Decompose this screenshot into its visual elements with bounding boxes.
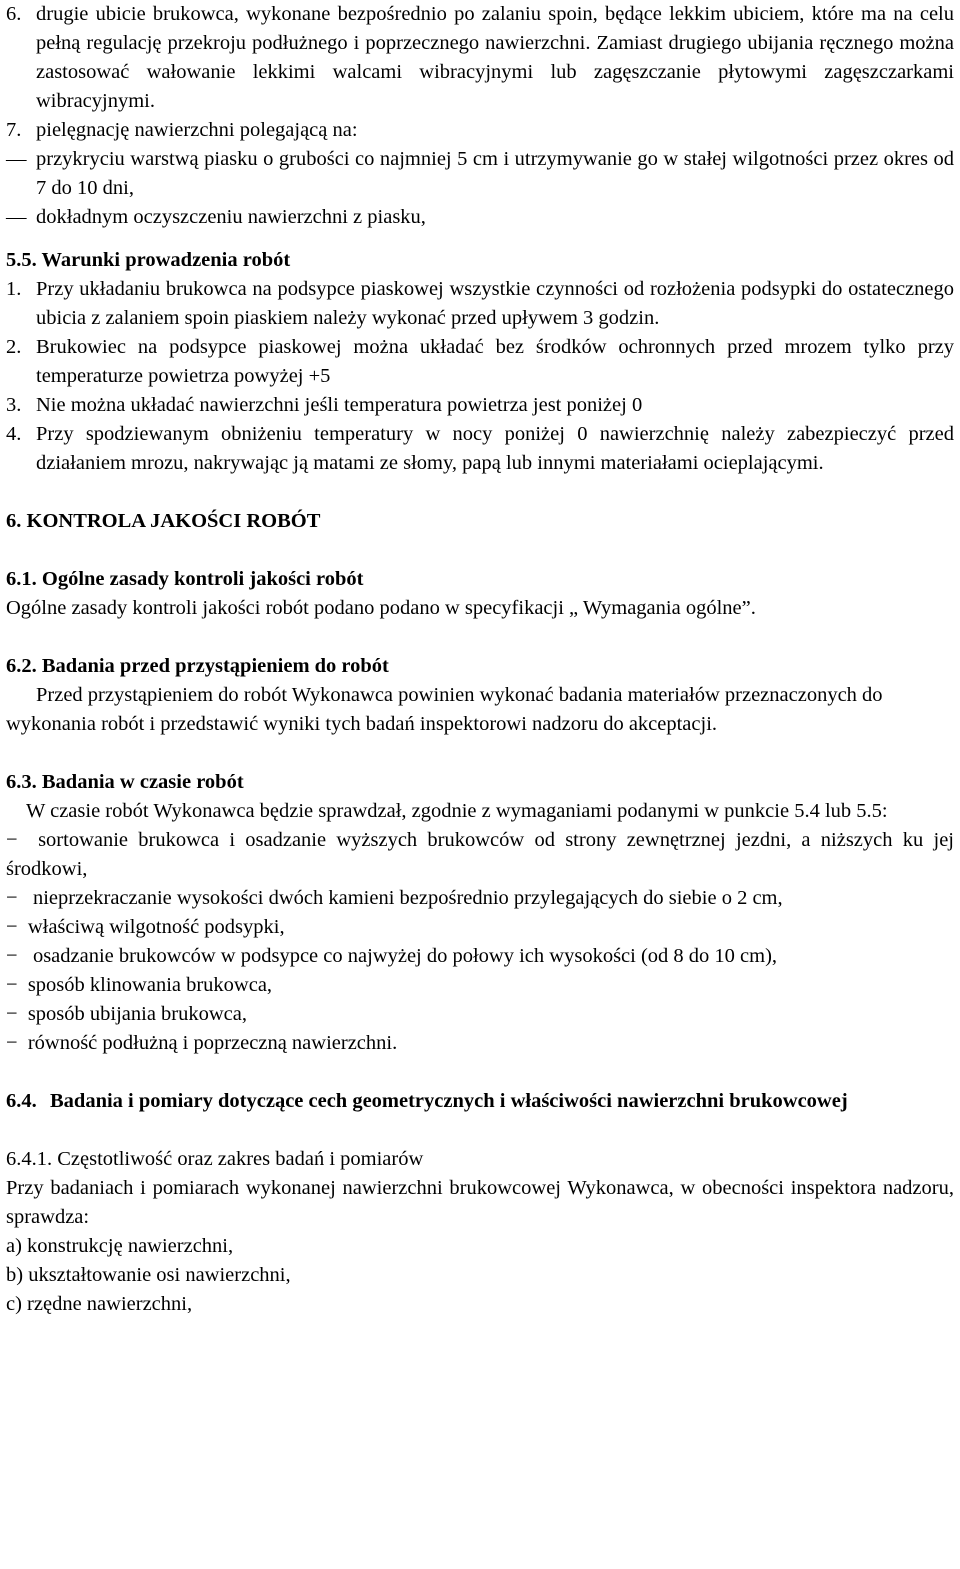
section-heading-6-1: 6.1. Ogólne zasady kontroli jakości robót [6,568,364,590]
item-text: osadzanie brukowców w podsypce co najwyżej do połowy ich wysokości (od 8 do 10 cm), [32,945,778,967]
item-text: drugie ubicie brukowca, wykonane bezpośrednio po zalaniu spoin, będące lekkim ubiciem, które ma na celu pełną regulację przekroju podłużnego i poprzecznego nawierzchni. Zamiast drugiego ubijania ręcznego można zastosować wałowanie lekkimi walcami wibracyjnymi lub zagęszczanie płytowymi zagęszczarkami wibracyjnymi. [36,3,954,112]
paragraph-6-2-a: Przed przystąpieniem do robót Wykonawca powinien wykonać badania materiałów przeznaczonych do [36,684,883,706]
item-text: Przy spodziewanym obniżeniu temperatury w nocy poniżej 0 nawierzchnię należy zabezpieczyć przed działaniem mrozu, nakrywając ją matami ze słomy, papą lub innymi materiałami ocieplającymi. [36,423,954,474]
item-text: Nie można układać nawierzchni jeśli temperatura powietrza jest poniżej 0 [36,394,643,416]
item-text: sposób klinowania brukowca, [27,974,273,996]
item-number: 1. [6,278,22,300]
item-number: 3. [6,394,22,416]
list-item [6,420,954,478]
dash-item-2 [6,203,954,232]
list-item [6,942,954,971]
dash-bullet: − [6,1003,18,1025]
item-text: Przy układaniu brukowca na podsypce piaskowej wszystkie czynności od rozłożenia podsypki do ostatecznego ubicia z zalaniem spoin piaskiem należy wykonać przed upływem 3 godzin. [36,278,954,329]
list-item [6,971,954,1000]
dash-bullet: − [6,974,18,996]
list-item: a) konstrukcję nawierzchni, [6,1235,234,1257]
item-text: równość podłużną i poprzeczną nawierzchni. [27,1032,398,1054]
list-item [6,333,954,391]
list-item [6,884,954,913]
dash-bullet: − [6,829,18,851]
section-title: Badania i pomiary dotyczące cech geometrycznych i właściwości nawierzchni brukowcowej [50,1090,848,1112]
list-item [6,391,954,420]
dash-bullet: − [6,1032,18,1054]
item-text: nieprzekraczanie wysokości dwóch kamieni bezpośrednio przylegających do siebie o 2 cm, [32,887,783,909]
item-number: 6. [6,3,22,25]
item-text: pielęgnację nawierzchni polegającą na: [36,119,358,141]
list-item [6,826,954,884]
dash-bullet: − [6,945,18,967]
list-item [6,1000,954,1029]
item-text: właściwą wilgotność podsypki, [27,916,285,938]
dash-bullet: − [6,916,18,938]
dash-bullet: — [6,148,27,170]
item-number: 7. [6,119,22,141]
section-heading-6-3: 6.3. Badania w czasie robót [6,771,244,793]
list-item: b) ukształtowanie osi nawierzchni, [6,1264,291,1286]
item-number: 4. [6,423,22,445]
section-heading-5-5: 5.5. Warunki prowadzenia robót [6,249,291,271]
section-heading-6: 6. KONTROLA JAKOŚCI ROBÓT [6,510,321,532]
dash-bullet: − [6,887,18,909]
paragraph-6-2-b: wykonania robót i przedstawić wyniki tych badań inspektorowi nadzoru do akceptacji. [6,713,718,735]
list-item-6 [6,0,954,116]
paragraph-6-1: Ogólne zasady kontroli jakości robót podano podano w specyfikacji „ Wymagania ogólne”. [6,597,756,619]
list-item-7 [6,116,954,145]
paragraph-6-3-intro: W czasie robót Wykonawca będzie sprawdzał, zgodnie z wymaganiami podanymi w punkcie 5.4 lub 5.5: [26,800,888,822]
list-item [6,1029,954,1058]
item-text: sposób ubijania brukowca, [27,1003,248,1025]
dash-bullet: — [6,206,27,228]
section-heading-6-2: 6.2. Badania przed przystąpieniem do robót [6,655,389,677]
list-item [6,275,954,333]
section-number: 6.4. [6,1090,37,1112]
item-text: sortowanie brukowca i osadzanie wyższych brukowców od strony zewnętrznej jezdni, a niższych ku jej środkowi, [6,829,954,880]
subsection-heading-6-4-1: 6.4.1. Częstotliwość oraz zakres badań i pomiarów [6,1148,424,1170]
list-item [6,913,954,942]
item-text: przykryciu warstwą piasku o grubości co najmniej 5 cm i utrzymywanie go w stałej wilgotności przez okres od 7 do 10 dni, [36,148,954,199]
item-text: dokładnym oczyszczeniu nawierzchni z piasku, [36,206,426,228]
dash-item-1 [6,145,954,203]
item-text: Brukowiec na podsypce piaskowej można układać bez środków ochronnych przed mrozem tylko przy temperaturze powietrza powyżej +5 [36,336,954,387]
check-list [6,826,954,1058]
list-item: c) rzędne nawierzchni, [6,1293,193,1315]
section-heading-6-4 [6,1087,954,1116]
paragraph-6-4-1: Przy badaniach i pomiarach wykonanej nawierzchni brukowcowej Wykonawca, w obecności inspektora nadzoru, sprawdza: [6,1177,954,1228]
item-number: 2. [6,336,22,358]
